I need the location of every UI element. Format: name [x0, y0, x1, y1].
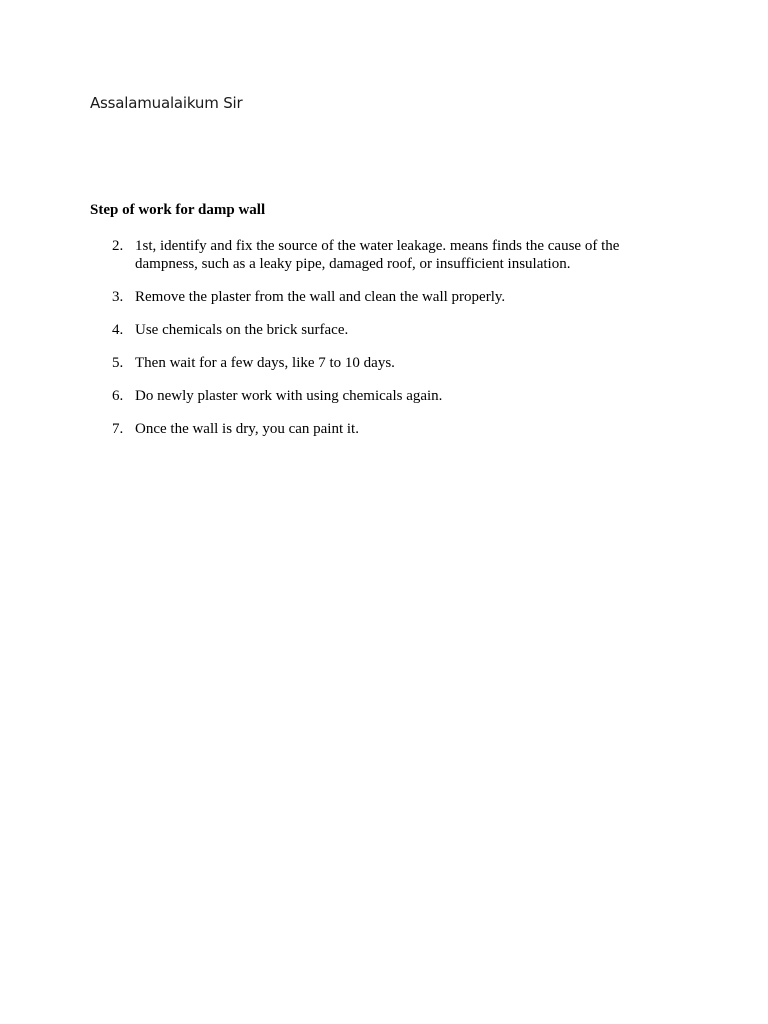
list-item-text: Then wait for a few days, like 7 to 10 days. — [135, 355, 395, 371]
list-item-number: 5. — [112, 355, 124, 371]
list-item-text: Use chemicals on the brick surface. — [135, 322, 349, 338]
list-item-text: 1st, identify and fix the source of the water leakage. means finds the cause of the dampness, such as a leaky pipe, damaged roof, or insufficient insulation. — [135, 238, 620, 272]
list-item-text: Do newly plaster work with using chemicals again. — [135, 388, 443, 404]
list-item-number: 7. — [112, 421, 124, 437]
list-item — [90, 354, 650, 372]
list-item — [90, 288, 650, 306]
list-item-number: 3. — [112, 289, 124, 305]
list-item — [90, 420, 650, 438]
list-item-text: Remove the plaster from the wall and clean the wall properly. — [135, 289, 506, 305]
list-item-number: 2. — [112, 238, 124, 254]
greeting-text: Assalamualaikum Sir — [90, 94, 243, 112]
section-heading: Step of work for damp wall — [90, 202, 266, 218]
list-item-number: 4. — [112, 322, 124, 338]
list-item-text: Once the wall is dry, you can paint it. — [135, 421, 359, 437]
list-item — [90, 387, 650, 405]
list-item — [90, 237, 650, 273]
steps-list — [90, 237, 650, 453]
list-item — [90, 321, 650, 339]
list-item-number: 6. — [112, 388, 124, 404]
